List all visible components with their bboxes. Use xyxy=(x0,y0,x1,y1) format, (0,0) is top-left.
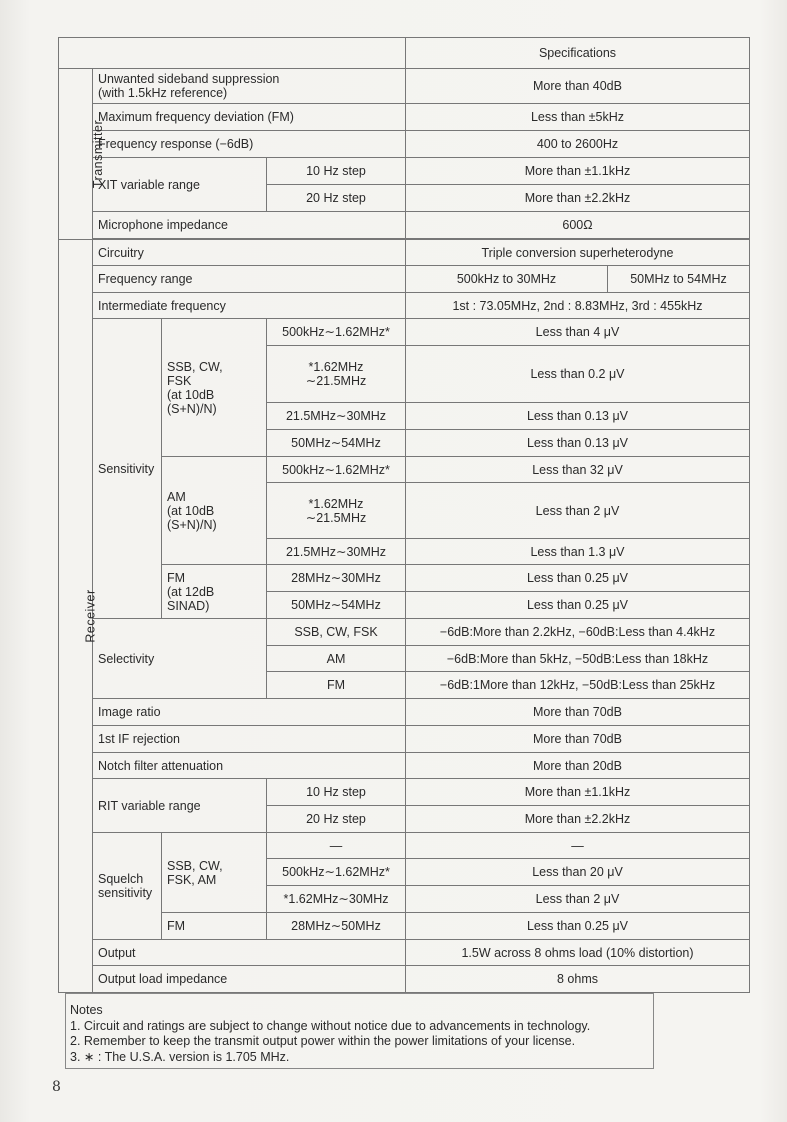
xit-step-10hz: 10 Hz step xyxy=(267,158,406,185)
table-row xyxy=(59,753,750,779)
sensitivity-am-mode: AM (at 10dB (S+N)/N) xyxy=(162,457,267,565)
output-impedance-label: Output load impedance xyxy=(93,966,406,993)
table-row xyxy=(59,104,750,131)
mic-impedance-value: 600Ω xyxy=(406,212,750,239)
table-row xyxy=(59,240,750,266)
squelch-range: — xyxy=(267,833,406,859)
table-row xyxy=(59,293,750,319)
notes-title: Notes xyxy=(70,1003,103,1017)
selectivity-value: −6dB:More than 2.2kHz, −60dB:Less than 4.4kHz xyxy=(406,619,750,646)
selectivity-mode: AM xyxy=(267,646,406,672)
rit-value-20hz: More than ±2.2kHz xyxy=(406,806,750,833)
squelch-value: Less than 0.25 μV xyxy=(406,913,750,940)
sensitivity-ssb-mode: SSB, CW, FSK (at 10dB (S+N)/N) xyxy=(162,319,267,457)
squelch-ssb-mode: SSB, CW, FSK, AM xyxy=(162,833,267,913)
output-impedance-value: 8 ohms xyxy=(406,966,750,993)
selectivity-value: −6dB:More than 5kHz, −50dB:Less than 18kHz xyxy=(406,646,750,672)
table-row xyxy=(59,158,750,185)
circuitry-label: Circuitry xyxy=(93,240,406,266)
sensitivity-am-range: *1.62MHz ∼21.5MHz xyxy=(267,483,406,539)
sensitivity-am-value: Less than 32 μV xyxy=(406,457,750,483)
specifications-header: Specifications xyxy=(406,38,750,69)
squelch-label: Squelch sensitivity xyxy=(93,833,162,940)
sensitivity-ssb-value: Less than 0.13 μV xyxy=(406,403,750,430)
notch-label: Notch filter attenuation xyxy=(93,753,406,779)
table-row xyxy=(59,913,750,940)
first-if-rejection-value: More than 70dB xyxy=(406,726,750,753)
transmitter-section-label: Transmitter xyxy=(59,69,93,240)
selectivity-label: Selectivity xyxy=(93,619,267,699)
freq-range-value-hf: 500kHz to 30MHz xyxy=(406,266,608,293)
receiver-section-label: Receiver xyxy=(59,240,93,993)
table-row xyxy=(59,38,750,69)
sensitivity-ssb-value: Less than 4 μV xyxy=(406,319,750,346)
output-value: 1.5W across 8 ohms load (10% distortion) xyxy=(406,940,750,966)
unwanted-sideband-value: More than 40dB xyxy=(406,69,750,104)
table-row xyxy=(59,699,750,726)
note-item: 3. ∗ : The U.S.A. version is 1.705 MHz. xyxy=(70,1049,290,1064)
xit-step-20hz: 20 Hz step xyxy=(267,185,406,212)
table-row xyxy=(59,779,750,806)
rit-value-10hz: More than ±1.1kHz xyxy=(406,779,750,806)
squelch-value: Less than 20 μV xyxy=(406,859,750,886)
sensitivity-fm-range: 28MHz∼30MHz xyxy=(267,565,406,592)
sensitivity-ssb-range: *1.62MHz ∼21.5MHz xyxy=(267,346,406,403)
page-number: 8 xyxy=(52,1079,61,1095)
freq-range-label: Frequency range xyxy=(93,266,406,293)
sensitivity-fm-range: 50MHz∼54MHz xyxy=(267,592,406,619)
note-item: 2. Remember to keep the transmit output power within the power limitations of your license. xyxy=(70,1034,576,1048)
circuitry-value: Triple conversion superheterodyne xyxy=(406,240,750,266)
sensitivity-fm-mode: FM (at 12dB SINAD) xyxy=(162,565,267,619)
image-ratio-label: Image ratio xyxy=(93,699,406,726)
freq-response-label: Frequency response (−6dB) xyxy=(93,131,406,158)
table-row xyxy=(59,69,750,104)
output-label: Output xyxy=(93,940,406,966)
squelch-fm-mode: FM xyxy=(162,913,267,940)
sensitivity-am-value: Less than 1.3 μV xyxy=(406,539,750,565)
rit-range-label: RIT variable range xyxy=(93,779,267,833)
xit-value-20hz: More than ±2.2kHz xyxy=(406,185,750,212)
squelch-value: Less than 2 μV xyxy=(406,886,750,913)
squelch-range: *1.62MHz∼30MHz xyxy=(267,886,406,913)
sensitivity-ssb-value: Less than 0.2 μV xyxy=(406,346,750,403)
notch-value: More than 20dB xyxy=(406,753,750,779)
sensitivity-ssb-value: Less than 0.13 μV xyxy=(406,430,750,457)
rit-step-20hz: 20 Hz step xyxy=(267,806,406,833)
max-freq-deviation-label: Maximum frequency deviation (FM) xyxy=(93,104,406,131)
mic-impedance-label: Microphone impedance xyxy=(93,212,406,239)
xit-value-10hz: More than ±1.1kHz xyxy=(406,158,750,185)
selectivity-value: −6dB:1More than 12kHz, −50dB:Less than 25kHz xyxy=(406,672,750,699)
sensitivity-ssb-range: 21.5MHz∼30MHz xyxy=(267,403,406,430)
specifications-table xyxy=(58,37,750,993)
notes-box xyxy=(65,993,654,1069)
max-freq-deviation-value: Less than ±5kHz xyxy=(406,104,750,131)
table-row xyxy=(59,619,750,646)
squelch-value: — xyxy=(406,833,750,859)
table-row xyxy=(59,212,750,239)
unwanted-sideband-label: Unwanted sideband suppression (with 1.5kHz reference) xyxy=(93,69,406,104)
rit-step-10hz: 10 Hz step xyxy=(267,779,406,806)
table-row xyxy=(59,833,750,859)
squelch-range: 500kHz∼1.62MHz* xyxy=(267,859,406,886)
table-row xyxy=(59,726,750,753)
freq-response-value: 400 to 2600Hz xyxy=(406,131,750,158)
if-label: Intermediate frequency xyxy=(93,293,406,319)
sensitivity-ssb-range: 50MHz∼54MHz xyxy=(267,430,406,457)
table-row xyxy=(59,457,750,483)
sensitivity-am-range: 21.5MHz∼30MHz xyxy=(267,539,406,565)
first-if-rejection-label: 1st IF rejection xyxy=(93,726,406,753)
sensitivity-am-value: Less than 2 μV xyxy=(406,483,750,539)
table-row xyxy=(59,565,750,592)
squelch-range: 28MHz∼50MHz xyxy=(267,913,406,940)
sensitivity-ssb-range: 500kHz∼1.62MHz* xyxy=(267,319,406,346)
image-ratio-value: More than 70dB xyxy=(406,699,750,726)
sensitivity-label: Sensitivity xyxy=(93,319,162,619)
sensitivity-am-range: 500kHz∼1.62MHz* xyxy=(267,457,406,483)
table-row xyxy=(59,319,750,346)
table-row xyxy=(59,966,750,993)
freq-range-value-6m: 50MHz to 54MHz xyxy=(608,266,750,293)
selectivity-mode: FM xyxy=(267,672,406,699)
table-row xyxy=(59,131,750,158)
selectivity-mode: SSB, CW, FSK xyxy=(267,619,406,646)
note-item: 1. Circuit and ratings are subject to change without notice due to advancements in technology. xyxy=(70,1018,591,1033)
if-value: 1st : 73.05MHz, 2nd : 8.83MHz, 3rd : 455kHz xyxy=(406,293,750,319)
sensitivity-fm-value: Less than 0.25 μV xyxy=(406,592,750,619)
header-blank-cell xyxy=(59,38,406,69)
table-row xyxy=(59,940,750,966)
xit-range-label: XIT variable range xyxy=(93,158,267,212)
table-row xyxy=(59,266,750,293)
sensitivity-fm-value: Less than 0.25 μV xyxy=(406,565,750,592)
